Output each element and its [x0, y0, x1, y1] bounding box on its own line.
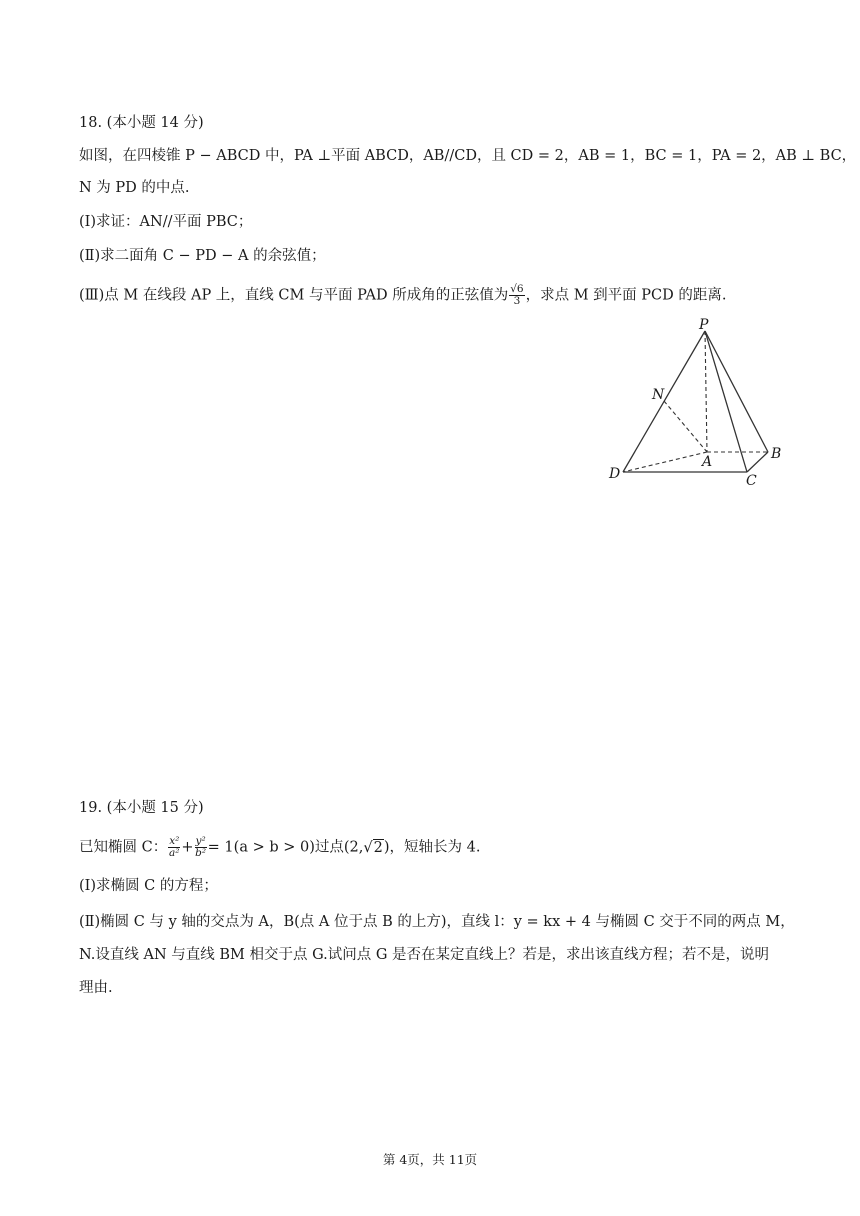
q18-part3-fraction: $\frac{√6}{3}$: [510, 283, 524, 307]
page-footer: 第 4页，共 11页: [382, 1152, 478, 1167]
q19-line1-prefix: 已知椭圆 C：: [79, 839, 168, 856]
q19-frac-x: [168, 836, 180, 859]
label-n: N: [652, 387, 665, 403]
label-c: C: [746, 473, 757, 489]
q19-part1: (Ⅰ)求椭圆 C 的方程；: [79, 878, 218, 894]
q19-frac-y-den: b²: [195, 847, 207, 859]
pyramid-figure: [600, 315, 800, 490]
edge-pc: [705, 331, 747, 472]
q18-part3-after: ，求点 M 到平面 PCD 的距离.: [525, 287, 727, 304]
edge-pa-hidden: [705, 331, 707, 452]
q19-frac-x-num: x²: [169, 835, 180, 847]
label-d: D: [609, 466, 621, 482]
q18-header: 18. (本小题 14 分): [79, 115, 204, 131]
q19-line1-suffix: )，短轴长为 4.: [383, 839, 481, 856]
q19-line1: 已知椭圆 C： $\frac{\text{x²}}{\text{a²}}$ + $\frac{\text{y²}}{\text{b²}}$ = 1(a > b > 0)过点(2,√2)，短轴长为 4.: [79, 835, 481, 859]
q18-stem-line2: N 为 PD 的中点.: [79, 180, 190, 196]
q19-line1-eq: = 1(a > b > 0)过点(2,: [207, 839, 364, 856]
q19-frac-y-num: y²: [195, 835, 206, 847]
q18-part3: [79, 284, 726, 307]
q18-part3-before: (Ⅲ)点 M 在线段 AP 上，直线 CM 与平面 PAD 所成角的正弦值为: [79, 287, 509, 304]
q18-part2: (Ⅱ)求二面角 C − PD − A 的余弦值；: [79, 248, 326, 264]
q18-part1: (Ⅰ)求证：AN//平面 PBC；: [79, 214, 253, 230]
label-p: P: [699, 317, 709, 333]
edge-pb: [705, 331, 768, 452]
q19-part2-line1: (Ⅱ)椭圆 C 与 y 轴的交点为 A，B(点 A 位于点 B 的上方)，直线 l：y = kx + 4 与椭圆 C 交于不同的两点 M，: [79, 914, 795, 930]
q18-stem-line1: 如图，在四棱锥 P − ABCD 中，PA ⊥平面 ABCD，AB//CD，且 CD = 2，AB = 1，BC = 1，PA = 2，AB ⊥ BC，: [79, 148, 857, 164]
q19-header: 19. (本小题 15 分): [79, 800, 204, 816]
label-b: B: [771, 446, 782, 462]
q19-part2-line2: N.设直线 AN 与直线 BM 相交于点 G.试问点 G 是否在某定直线上？若是，求出该直线方程；若不是，说明: [79, 947, 770, 963]
q19-sqrt-radicand: 2: [373, 839, 383, 856]
q19-frac-x-den: a²: [169, 847, 180, 859]
q19-frac-y: [195, 836, 207, 859]
q18-part3-frac-num: 6: [516, 283, 524, 295]
q19-part2-line3: 理由.: [79, 980, 113, 996]
edge-cb: [747, 452, 768, 472]
segment-na-hidden: [664, 401, 707, 452]
edge-ad-hidden: [623, 452, 707, 472]
q18-part3-frac-den: 3: [513, 295, 521, 307]
q19-sqrt: √2: [363, 839, 383, 856]
label-a: A: [702, 454, 713, 470]
